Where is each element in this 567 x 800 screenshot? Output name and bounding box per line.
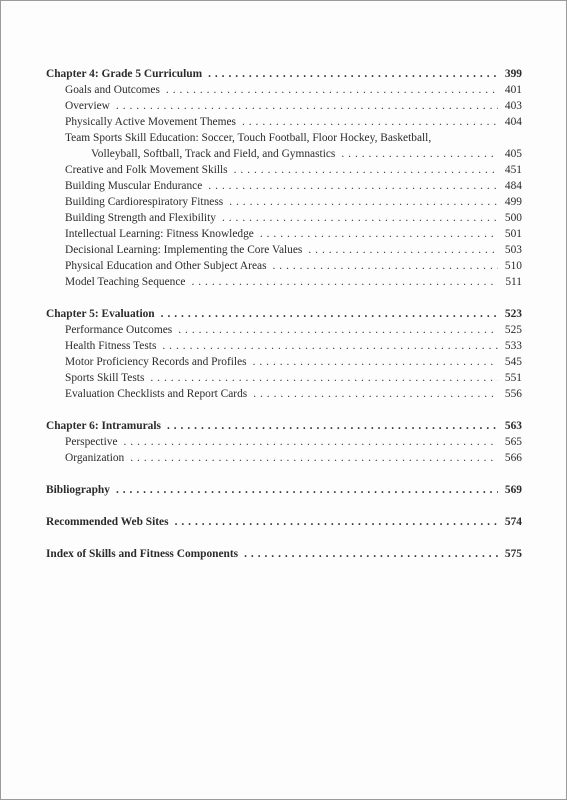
toc-page-number: 523: [504, 308, 522, 320]
table-of-contents: [46, 66, 522, 562]
toc-entry-label: Goals and Outcomes: [65, 84, 160, 96]
toc-entry-label: Perspective: [65, 436, 118, 448]
toc-entry-label: Creative and Folk Movement Skills: [65, 164, 228, 176]
toc-entry[interactable]: [46, 178, 522, 194]
toc-page-number: 399: [504, 68, 522, 80]
toc-chapter-title: Chapter 4: Grade 5 Curriculum: [46, 68, 203, 80]
toc-entry-label: Physically Active Movement Themes: [65, 116, 236, 128]
section-spacer: [46, 498, 522, 514]
dot-leader: [341, 146, 498, 162]
dot-leader: [162, 338, 498, 354]
toc-entry[interactable]: [46, 226, 522, 242]
toc-page-number: 545: [504, 356, 522, 368]
dot-leader: [234, 162, 498, 178]
dot-leader: [253, 354, 498, 370]
dot-leader: [222, 210, 498, 226]
toc-entry[interactable]: [46, 322, 522, 338]
dot-leader: [116, 98, 498, 114]
dot-leader: [161, 306, 498, 322]
toc-page-number: 533: [504, 340, 522, 352]
dot-leader: [116, 482, 498, 498]
toc-chapter-title: Bibliography: [46, 484, 110, 496]
toc-entry-label: Building Strength and Flexibility: [65, 212, 216, 224]
toc-entry-label: Overview: [65, 100, 110, 112]
toc-entry[interactable]: [46, 354, 522, 370]
toc-page-number: 525: [504, 324, 522, 336]
dot-leader: [253, 386, 498, 402]
toc-entry-label: Model Teaching Sequence: [65, 276, 186, 288]
toc-entry[interactable]: [46, 370, 522, 386]
toc-chapter-title: Chapter 5: Evaluation: [46, 308, 155, 320]
toc-page-number: 566: [504, 452, 522, 464]
toc-entry-label: Sports Skill Tests: [65, 372, 145, 384]
toc-entry-label: Organization: [65, 452, 125, 464]
toc-page-number: 501: [504, 228, 522, 240]
toc-entry-label: Intellectual Learning: Fitness Knowledge: [65, 228, 254, 240]
dot-leader: [130, 450, 498, 466]
dot-leader: [244, 546, 498, 562]
dot-leader: [175, 514, 498, 530]
toc-entry-label: Performance Outcomes: [65, 324, 173, 336]
toc-recommended-web-sites[interactable]: [46, 514, 522, 530]
section-spacer: [46, 466, 522, 482]
toc-page-number: 574: [504, 516, 522, 528]
toc-page-number: 499: [504, 196, 522, 208]
section-spacer: [46, 290, 522, 306]
toc-entry[interactable]: [46, 274, 522, 290]
dot-leader: [166, 82, 498, 98]
toc-entry[interactable]: [46, 386, 522, 402]
dot-leader: [208, 178, 498, 194]
toc-page-number: 565: [504, 436, 522, 448]
toc-page-number: 510: [504, 260, 522, 272]
toc-entry-label: Team Sports Skill Education: Soccer, Touch Football, Floor Hockey, Basketball,: [65, 132, 432, 144]
toc-page-number: 575: [504, 548, 522, 560]
toc-page-number: 451: [504, 164, 522, 176]
toc-entry[interactable]: [46, 162, 522, 178]
toc-entry-label: Building Cardiorespiratory Fitness: [65, 196, 224, 208]
dot-leader: [191, 274, 498, 290]
toc-entry-label: Building Muscular Endurance: [65, 180, 203, 192]
toc-chapter-title: Index of Skills and Fitness Components: [46, 548, 239, 560]
toc-page-number: 500: [504, 212, 522, 224]
dot-leader: [124, 434, 498, 450]
toc-page-number: 401: [504, 84, 522, 96]
toc-entry[interactable]: [46, 98, 522, 114]
section-spacer: [46, 530, 522, 546]
toc-entry[interactable]: [46, 258, 522, 274]
toc-page-number: 403: [504, 100, 522, 112]
toc-entry-first-line[interactable]: [46, 130, 522, 146]
dot-leader: [229, 194, 498, 210]
toc-entry[interactable]: [46, 114, 522, 130]
toc-chapter-heading[interactable]: [46, 306, 522, 322]
toc-page-number: 556: [504, 388, 522, 400]
toc-entry-label: Health Fitness Tests: [65, 340, 157, 352]
toc-page-number: 569: [504, 484, 522, 496]
toc-entry-label: Decisional Learning: Implementing the Core Values: [65, 244, 303, 256]
toc-entry-label-continued: Volleyball, Softball, Track and Field, and Gymnastics: [91, 148, 336, 160]
toc-index[interactable]: [46, 546, 522, 562]
toc-entry[interactable]: [46, 434, 522, 450]
toc-chapter-title: Recommended Web Sites: [46, 516, 169, 528]
section-spacer: [46, 402, 522, 418]
dot-leader: [167, 418, 498, 434]
toc-entry[interactable]: [46, 210, 522, 226]
toc-entry-label: Motor Proficiency Records and Profiles: [65, 356, 247, 368]
dot-leader: [260, 226, 498, 242]
toc-page-number: 405: [504, 148, 522, 160]
toc-entry[interactable]: [46, 450, 522, 466]
dot-leader: [308, 242, 498, 258]
dot-leader: [178, 322, 498, 338]
dot-leader: [242, 114, 498, 130]
toc-entry-label: Physical Education and Other Subject Areas: [65, 260, 267, 272]
toc-page-number: 563: [504, 420, 522, 432]
toc-entry[interactable]: [46, 242, 522, 258]
toc-page-number: 511: [505, 276, 522, 288]
dot-leader: [150, 370, 498, 386]
toc-bibliography[interactable]: [46, 482, 522, 498]
toc-page-number: 484: [504, 180, 522, 192]
dot-leader: [273, 258, 499, 274]
toc-page-number: 551: [504, 372, 522, 384]
toc-page-number: 404: [504, 116, 522, 128]
toc-entry[interactable]: [46, 194, 522, 210]
toc-chapter-title: Chapter 6: Intramurals: [46, 420, 161, 432]
toc-chapter-heading[interactable]: [46, 66, 522, 82]
toc-entry[interactable]: [46, 82, 522, 98]
toc-entry[interactable]: [46, 338, 522, 354]
toc-entry-label: Evaluation Checklists and Report Cards: [65, 388, 248, 400]
toc-entry-continuation[interactable]: [46, 146, 522, 162]
toc-chapter-heading[interactable]: [46, 418, 522, 434]
toc-page-number: 503: [504, 244, 522, 256]
dot-leader: [208, 66, 498, 82]
